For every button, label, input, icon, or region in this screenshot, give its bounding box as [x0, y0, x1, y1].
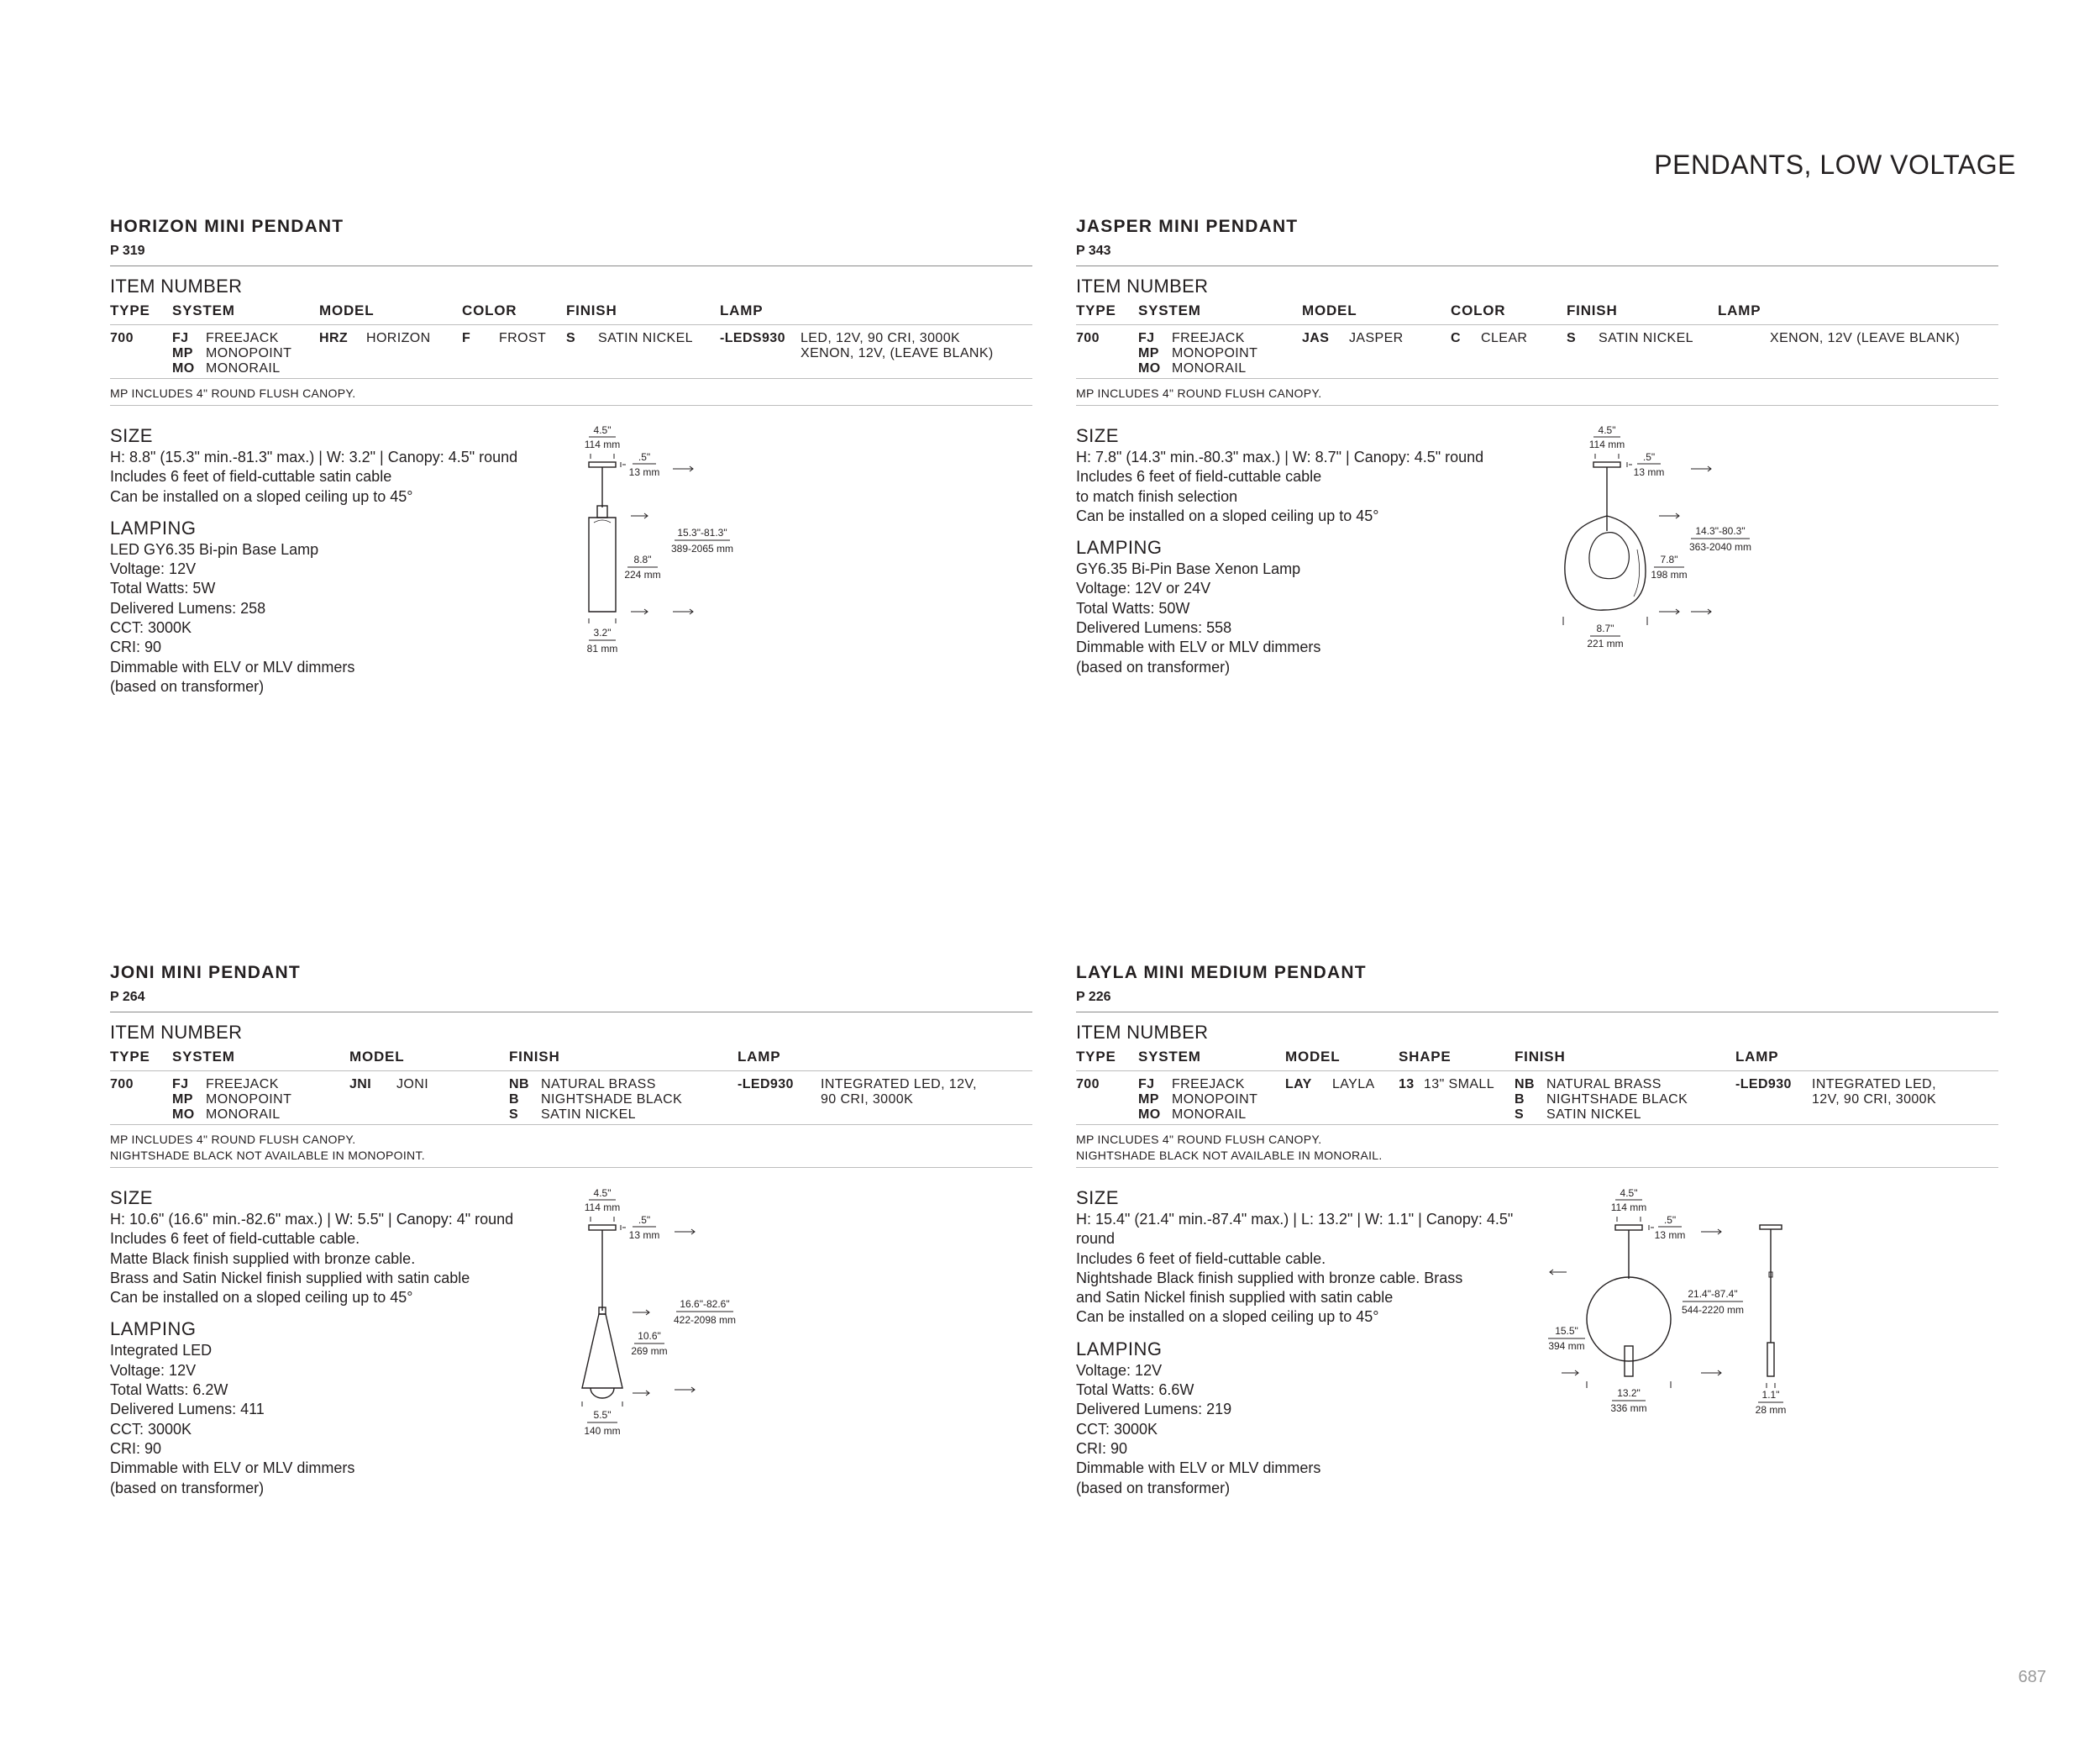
color-column — [1451, 301, 1528, 345]
dim-canopy-mm: 114 mm — [1588, 439, 1625, 450]
lamping-line: CCT: 3000K — [1076, 1420, 1158, 1438]
option-code: HRZ — [319, 331, 349, 345]
pendant-diffuser — [591, 1388, 614, 1398]
lamping-line: CCT: 3000K — [110, 1420, 192, 1438]
system-option — [1138, 1077, 1257, 1092]
lamp-line: INTEGRATED LED, — [1812, 1077, 1936, 1091]
option-code: C — [1451, 331, 1461, 345]
dim-height-mm: 394 mm — [1548, 1340, 1585, 1352]
option-label: 13" SMALL — [1424, 1077, 1494, 1091]
lamping-line: CRI: 90 — [110, 639, 162, 656]
model-column — [319, 301, 431, 345]
note-line: MP INCLUDES 4" ROUND FLUSH CANOPY. — [110, 1133, 356, 1146]
lamping-line: Voltage: 12V — [110, 560, 197, 578]
lamping-line: Delivered Lumens: 219 — [1076, 1401, 1232, 1418]
option-code: -LEDS930 — [720, 331, 785, 345]
lamping-line: Voltage: 12V — [1076, 1361, 1163, 1379]
size-heading: SIZE — [1076, 425, 1119, 446]
lamp-description — [1770, 331, 1960, 346]
lamping-line: CRI: 90 — [110, 1439, 162, 1457]
lamp-line: LED, 12V, 90 CRI, 3000K — [801, 331, 961, 345]
system-column — [1138, 301, 1258, 376]
option-label: CLEAR — [1481, 331, 1528, 345]
dim-canopy-in: 4.5" — [593, 424, 612, 436]
option-label: JASPER — [1349, 331, 1404, 345]
finish-column — [1567, 301, 1693, 345]
option-code: -LED930 — [1735, 1077, 1792, 1091]
system-option — [1138, 361, 1257, 376]
lamp-description — [801, 331, 994, 361]
system-column — [172, 301, 292, 376]
dim-overall-mm: 544-2220 mm — [1681, 1304, 1745, 1316]
note-line: NIGHTSHADE BLACK NOT AVAILABLE IN MONOPOINT. — [110, 1149, 425, 1162]
lamping-line: Dimmable with ELV or MLV dimmers — [1076, 1459, 1321, 1477]
dim-height-mm: 224 mm — [624, 569, 661, 581]
joni-dimension-drawing — [580, 1186, 799, 1438]
divider — [110, 324, 1032, 325]
option-code: FJ — [172, 331, 189, 345]
option-label: NIGHTSHADE BLACK — [541, 1092, 683, 1107]
size-line: Can be installed on a sloped ceiling up to 45° — [110, 1289, 413, 1307]
canopy-shape — [1615, 1225, 1642, 1230]
option-code: MP — [1138, 1092, 1159, 1107]
size-line: Matte Black finish supplied with bronze cable. — [110, 1249, 416, 1267]
type-code: 700 — [1076, 331, 1100, 345]
lamping-line: CCT: 3000K — [110, 619, 192, 637]
option-code: FJ — [1138, 1077, 1155, 1091]
divider — [1076, 324, 1998, 325]
dim-width-mm: 81 mm — [586, 643, 618, 655]
model-header: MODEL — [319, 302, 375, 318]
lamping-heading: LAMPING — [1076, 537, 1163, 559]
page-category-header: PENDANTS, LOW VOLTAGE — [1654, 150, 2016, 180]
size-line: H: 8.8" (15.3" min.-81.3" max.) | W: 3.2" | Canopy: 4.5" round — [110, 449, 518, 465]
horizon-dimension-drawing — [580, 423, 799, 667]
type-code: 700 — [110, 331, 134, 345]
option-label: JONI — [396, 1077, 429, 1091]
lamping-line: LED GY6.35 Bi-pin Base Lamp — [110, 540, 319, 558]
jasper-dimension-drawing — [1557, 423, 1809, 650]
size-line: to match finish selection — [1076, 487, 1238, 505]
lamp-description — [1812, 1077, 1936, 1107]
product-title: LAYLA MINI MEDIUM PENDANT — [1076, 963, 1367, 982]
lamp-column — [720, 301, 785, 345]
lamping-line: (based on transformer) — [110, 1479, 265, 1496]
type-header: TYPE — [110, 1049, 150, 1065]
system-option — [1138, 1107, 1257, 1123]
option-code: MP — [172, 346, 193, 360]
lamp-header: LAMP — [720, 302, 764, 318]
item-number-table — [1076, 1047, 1998, 1124]
dim-canopy-h-mm: 13 mm — [628, 466, 660, 478]
size-line: Can be installed on a sloped ceiling up to 45° — [1076, 1308, 1379, 1326]
note-line: NIGHTSHADE BLACK NOT AVAILABLE IN MONORAIL. — [1076, 1149, 1383, 1162]
dim-canopy-h-mm: 13 mm — [1633, 466, 1665, 478]
dim-width-in: 5.5" — [593, 1409, 612, 1421]
dim-overall-in: 16.6"-82.6" — [680, 1298, 730, 1310]
product-horizon — [110, 217, 1032, 697]
product-title: HORIZON MINI PENDANT — [110, 217, 344, 236]
color-header: COLOR — [1451, 302, 1506, 318]
size-heading: SIZE — [110, 1187, 153, 1208]
system-option — [172, 346, 291, 361]
option-code: S — [566, 331, 576, 345]
lamp-header: LAMP — [1735, 1049, 1779, 1065]
option-label: MONOPOINT — [206, 346, 292, 360]
pendant-shade — [589, 518, 616, 612]
option-label: MONOPOINT — [206, 1092, 292, 1107]
pendant-side-profile — [1767, 1343, 1774, 1376]
lamp-header: LAMP — [738, 1049, 781, 1065]
system-option — [172, 361, 291, 376]
system-option — [172, 331, 291, 346]
option-label: FROST — [499, 331, 547, 345]
lamping-line: (based on transformer) — [110, 677, 265, 695]
option-label: MONOPOINT — [1172, 346, 1258, 360]
item-number-table — [110, 1047, 1032, 1124]
lamping-line: (based on transformer) — [1076, 658, 1231, 676]
option-code: B — [1515, 1092, 1525, 1107]
dim-canopy-h-in: .5" — [1642, 451, 1656, 463]
dim-height-in: 7.8" — [1660, 554, 1678, 565]
finish-option — [1515, 1107, 1688, 1123]
size-line: H: 7.8" (14.3" min.-80.3" max.) | W: 8.7" | Canopy: 4.5" round — [1076, 449, 1484, 465]
finish-header: FINISH — [566, 302, 617, 318]
model-column — [1285, 1047, 1375, 1091]
system-option — [1138, 1092, 1257, 1107]
dim-canopy-in: 4.5" — [1620, 1187, 1638, 1199]
lamp-line: INTEGRATED LED, 12V, — [821, 1077, 977, 1091]
model-column — [1302, 301, 1404, 345]
divider — [110, 1070, 1032, 1071]
spec-details — [1076, 1186, 1546, 1498]
size-line: Can be installed on a sloped ceiling up to 45° — [110, 487, 413, 505]
option-code: FJ — [172, 1077, 189, 1091]
page-reference: P 319 — [110, 244, 145, 258]
size-line: Brass and Satin Nickel finish supplied with satin cable — [110, 1269, 470, 1286]
dim-canopy-mm: 114 mm — [584, 1202, 621, 1213]
canopy-side-shape — [1760, 1225, 1782, 1229]
option-code: S — [1515, 1107, 1525, 1122]
notes — [110, 1125, 1032, 1167]
option-label: SATIN NICKEL — [598, 331, 693, 345]
lamp-line: XENON, 12V (LEAVE BLANK) — [1770, 331, 1961, 345]
option-code: JAS — [1302, 331, 1330, 345]
divider — [1076, 1167, 1998, 1168]
dim-canopy-in: 4.5" — [1598, 424, 1616, 436]
system-option — [172, 1092, 291, 1107]
system-option — [172, 1077, 291, 1092]
type-header: TYPE — [1076, 302, 1116, 318]
option-code: S — [1567, 331, 1577, 345]
layla-dimension-drawing — [1548, 1186, 1825, 1438]
size-line: Includes 6 feet of field-cuttable cable. — [1076, 1249, 1326, 1267]
dim-canopy-h-in: .5" — [638, 1214, 651, 1226]
pendant-socket — [597, 506, 607, 518]
dim-width-in: 3.2" — [593, 627, 612, 639]
lamping-line: Delivered Lumens: 411 — [110, 1401, 265, 1418]
finish-header: FINISH — [1515, 1049, 1566, 1065]
notes — [110, 379, 1032, 405]
page-number: 687 — [2018, 1668, 2046, 1686]
dim-length-in: 13.2" — [1617, 1387, 1641, 1399]
pendant-glass — [1565, 516, 1646, 610]
canopy-shape — [1593, 462, 1620, 467]
option-code: NB — [509, 1077, 529, 1091]
option-label: MONOPOINT — [1172, 1092, 1258, 1107]
option-code: JNI — [349, 1077, 372, 1091]
lamping-line: Dimmable with ELV or MLV dimmers — [110, 1459, 355, 1477]
option-label: MONORAIL — [206, 361, 281, 376]
spec-details — [110, 1186, 580, 1498]
dim-canopy-h-in: .5" — [1663, 1214, 1677, 1226]
finish-option — [509, 1077, 682, 1092]
system-header: SYSTEM — [172, 1049, 235, 1065]
lamp-column — [1718, 301, 1761, 321]
option-label: MONORAIL — [206, 1107, 281, 1122]
pendant-ring — [1587, 1277, 1671, 1361]
dim-width-mm: 140 mm — [584, 1425, 621, 1437]
product-jasper — [1076, 217, 1998, 677]
page-reference: P 226 — [1076, 990, 1111, 1004]
model-header: MODEL — [1285, 1049, 1341, 1065]
finish-column — [1515, 1047, 1688, 1122]
size-line: round — [1076, 1230, 1116, 1248]
lamping-line: (based on transformer) — [1076, 1479, 1231, 1496]
dim-width-in: 8.7" — [1596, 623, 1614, 634]
option-label: SATIN NICKEL — [1546, 1107, 1641, 1122]
option-label: NATURAL BRASS — [1546, 1077, 1662, 1091]
dim-overall-mm: 389-2065 mm — [670, 543, 734, 555]
notes — [1076, 1125, 1998, 1167]
product-layla — [1076, 963, 1998, 1498]
size-line: H: 10.6" (16.6" min.-82.6" max.) | W: 5.5" | Canopy: 4" round — [110, 1211, 514, 1228]
lamping-line: Integrated LED — [110, 1342, 213, 1359]
dim-overall-in: 21.4"-87.4" — [1688, 1288, 1738, 1300]
option-label: FREEJACK — [206, 331, 279, 345]
lamp-header: LAMP — [1718, 302, 1761, 318]
note-line: MP INCLUDES 4" ROUND FLUSH CANOPY. — [110, 386, 356, 400]
dim-overall-in: 14.3"-80.3" — [1695, 525, 1746, 537]
option-code: 13 — [1399, 1077, 1415, 1091]
divider — [110, 405, 1032, 406]
option-label: MONORAIL — [1172, 1107, 1247, 1122]
dim-width-mm: 28 mm — [1755, 1404, 1787, 1416]
lamping-line: Delivered Lumens: 558 — [1076, 619, 1232, 637]
option-code: -LED930 — [738, 1077, 794, 1091]
system-header: SYSTEM — [1138, 302, 1201, 318]
item-number-label: ITEM NUMBER — [1076, 276, 1209, 297]
size-heading: SIZE — [1076, 1187, 1119, 1208]
dim-height-in: 15.5" — [1555, 1325, 1578, 1337]
item-number-table — [1076, 301, 1998, 378]
finish-option — [1515, 1092, 1688, 1107]
option-label: SATIN NICKEL — [541, 1107, 636, 1122]
lamping-line: Total Watts: 6.6W — [1076, 1381, 1194, 1399]
option-code: B — [509, 1092, 519, 1107]
option-code: S — [509, 1107, 519, 1122]
lamping-line: Dimmable with ELV or MLV dimmers — [1076, 639, 1321, 656]
option-code: FJ — [1138, 331, 1155, 345]
dim-canopy-h-in: .5" — [638, 451, 651, 463]
lamping-line: Delivered Lumens: 258 — [110, 599, 266, 617]
finish-header: FINISH — [509, 1049, 560, 1065]
finish-option — [1515, 1077, 1688, 1092]
lamping-line: Total Watts: 5W — [110, 580, 216, 597]
option-label: NATURAL BRASS — [541, 1077, 656, 1091]
dim-canopy-mm: 114 mm — [584, 439, 621, 450]
option-code: F — [462, 331, 471, 345]
option-code: MP — [172, 1092, 193, 1107]
model-header: MODEL — [1302, 302, 1357, 318]
size-line: H: 15.4" (21.4" min.-87.4" max.) | L: 13.2" | W: 1.1" | Canopy: 4.5" — [1076, 1211, 1514, 1228]
system-header: SYSTEM — [172, 302, 235, 318]
notes — [1076, 379, 1998, 405]
color-header: COLOR — [462, 302, 517, 318]
note-line: MP INCLUDES 4" ROUND FLUSH CANOPY. — [1076, 386, 1322, 400]
dim-width-mm: 221 mm — [1587, 638, 1624, 649]
item-number-label: ITEM NUMBER — [110, 1022, 243, 1043]
type-column — [1076, 301, 1116, 345]
pendant-shade — [582, 1314, 622, 1388]
option-label: NIGHTSHADE BLACK — [1546, 1092, 1688, 1107]
item-number-label: ITEM NUMBER — [1076, 1022, 1209, 1043]
page-reference: P 264 — [110, 990, 145, 1004]
option-code: MO — [1138, 361, 1161, 376]
finish-option — [509, 1107, 682, 1123]
option-label: FREEJACK — [206, 1077, 279, 1091]
shape-column — [1399, 1047, 1494, 1091]
lamp-column — [1735, 1047, 1792, 1091]
option-label: HORIZON — [366, 331, 431, 345]
dim-canopy-h-mm: 13 mm — [628, 1229, 660, 1241]
finish-option — [509, 1092, 682, 1107]
dim-height-in: 10.6" — [638, 1330, 661, 1342]
system-option — [1138, 346, 1257, 361]
dim-length-mm: 336 mm — [1610, 1402, 1647, 1414]
size-line: Includes 6 feet of field-cuttable cable. — [110, 1230, 360, 1248]
dim-height-mm: 269 mm — [631, 1345, 668, 1357]
lamping-heading: LAMPING — [110, 1318, 197, 1340]
lamp-description — [821, 1077, 977, 1107]
product-joni — [110, 963, 1032, 1498]
system-column — [172, 1047, 292, 1122]
canopy-shape — [589, 1225, 616, 1230]
option-label: FREEJACK — [1172, 1077, 1245, 1091]
divider — [110, 1167, 1032, 1168]
model-header: MODEL — [349, 1049, 405, 1065]
lamping-heading: LAMPING — [1076, 1338, 1163, 1359]
divider — [1076, 405, 1998, 406]
option-code: MO — [1138, 1107, 1161, 1122]
dim-height-in: 8.8" — [633, 554, 652, 565]
option-code: MO — [172, 1107, 195, 1122]
color-column — [462, 301, 547, 345]
type-column — [1076, 1047, 1116, 1091]
note-line: MP INCLUDES 4" ROUND FLUSH CANOPY. — [1076, 1133, 1322, 1146]
lamping-line: GY6.35 Bi-Pin Base Xenon Lamp — [1076, 560, 1301, 578]
lamp-line: 90 CRI, 3000K — [821, 1092, 914, 1107]
finish-header: FINISH — [1567, 302, 1618, 318]
lamping-line: Total Watts: 6.2W — [110, 1381, 228, 1399]
option-code: LAY — [1285, 1077, 1312, 1091]
size-heading: SIZE — [110, 425, 153, 446]
model-column — [349, 1047, 429, 1091]
size-line: Includes 6 feet of field-cuttable satin cable — [110, 468, 392, 486]
dim-canopy-h-mm: 13 mm — [1654, 1229, 1686, 1241]
finish-column — [566, 301, 693, 345]
item-number-table — [110, 301, 1032, 378]
dim-canopy-in: 4.5" — [593, 1187, 612, 1199]
dim-overall-mm: 363-2040 mm — [1688, 541, 1752, 553]
dim-overall-mm: 422-2098 mm — [673, 1314, 737, 1326]
option-code: NB — [1515, 1077, 1535, 1091]
lamping-line: CRI: 90 — [1076, 1439, 1128, 1457]
product-title: JASPER MINI PENDANT — [1076, 217, 1299, 236]
spec-details — [1076, 424, 1546, 677]
lamping-line: Total Watts: 50W — [1076, 599, 1190, 617]
option-label: LAYLA — [1332, 1077, 1375, 1091]
option-label: FREEJACK — [1172, 331, 1245, 345]
type-column — [110, 301, 150, 345]
option-code: MP — [1138, 346, 1159, 360]
lamp-column — [738, 1047, 794, 1091]
product-title: JONI MINI PENDANT — [110, 963, 301, 982]
type-header: TYPE — [1076, 1049, 1116, 1065]
system-column — [1138, 1047, 1258, 1122]
item-number-label: ITEM NUMBER — [110, 276, 243, 297]
divider — [1076, 1070, 1998, 1071]
shape-header: SHAPE — [1399, 1049, 1452, 1065]
size-line: Nightshade Black finish supplied with bronze cable. Brass — [1076, 1269, 1463, 1286]
dim-overall-in: 15.3"-81.3" — [677, 527, 727, 539]
lamping-line: Voltage: 12V — [110, 1361, 197, 1379]
canopy-shape — [589, 462, 616, 467]
type-code: 700 — [1076, 1077, 1100, 1091]
finish-column — [509, 1047, 683, 1122]
lamping-line: Dimmable with ELV or MLV dimmers — [110, 658, 355, 676]
page-reference: P 343 — [1076, 244, 1111, 258]
dim-height-mm: 198 mm — [1651, 569, 1688, 581]
lamp-line: 12V, 90 CRI, 3000K — [1812, 1092, 1937, 1107]
size-line: Can be installed on a sloped ceiling up to 45° — [1076, 507, 1379, 524]
dim-canopy-mm: 114 mm — [1610, 1202, 1647, 1213]
option-code: MO — [172, 361, 195, 376]
system-header: SYSTEM — [1138, 1049, 1201, 1065]
lamp-line: XENON, 12V, (LEAVE BLANK) — [801, 346, 994, 360]
spec-details — [110, 424, 580, 697]
size-line: Includes 6 feet of field-cuttable cable — [1076, 468, 1322, 486]
type-code: 700 — [110, 1077, 134, 1091]
system-option — [1138, 331, 1257, 346]
option-label: MONORAIL — [1172, 361, 1247, 376]
option-label: SATIN NICKEL — [1599, 331, 1693, 345]
size-line: and Satin Nickel finish supplied with satin cable — [1076, 1289, 1394, 1307]
system-option — [172, 1107, 291, 1123]
dim-width-in: 1.1" — [1761, 1389, 1780, 1401]
type-column — [110, 1047, 150, 1091]
lamping-heading: LAMPING — [110, 517, 197, 539]
type-header: TYPE — [110, 302, 150, 318]
lamping-line: Voltage: 12V or 24V — [1076, 580, 1211, 597]
